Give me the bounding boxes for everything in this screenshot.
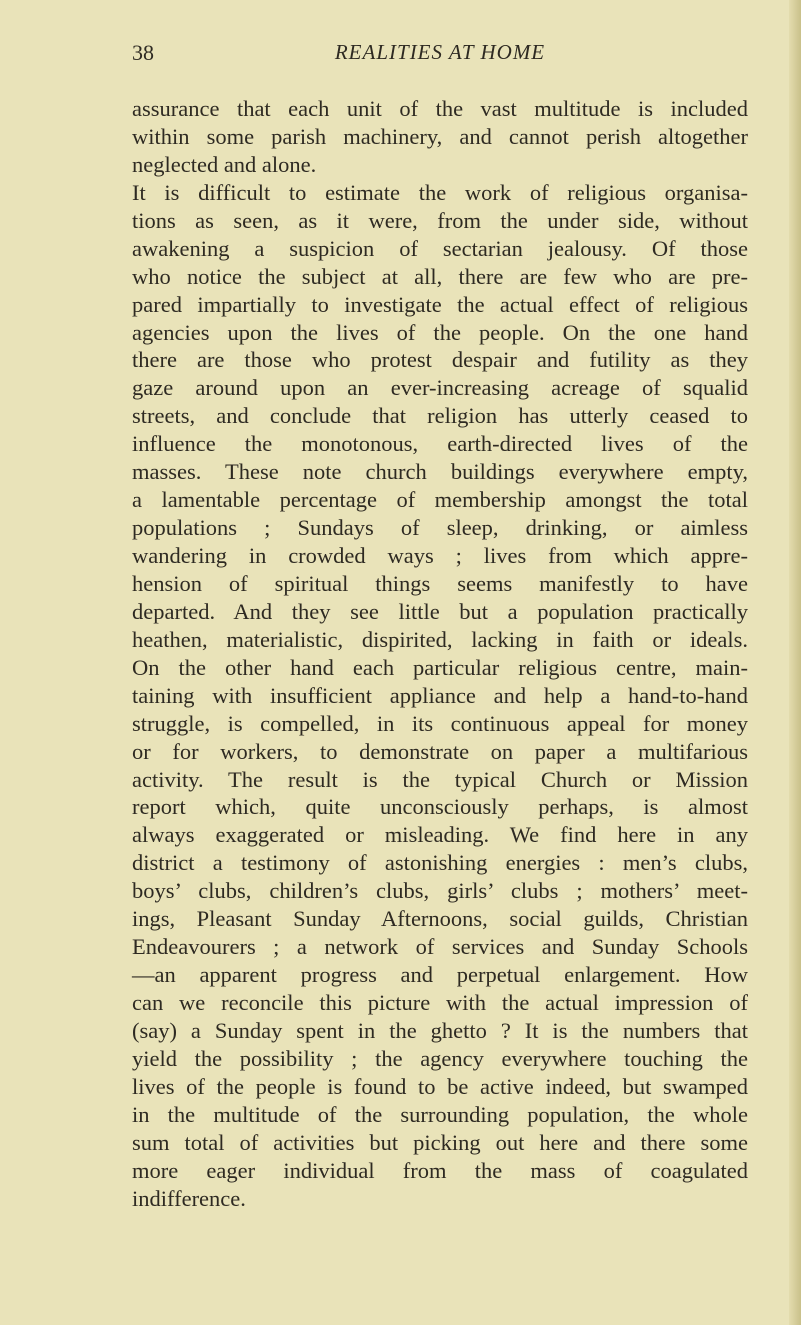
text-line: hension of spiritual things seems manifestly to have (132, 570, 748, 596)
page-number: 38 (132, 40, 154, 65)
page-edge-shadow (789, 0, 801, 1325)
text-line: yield the possibility ; the agency everywhere touching the (132, 1045, 748, 1071)
text-line: (say) a Sunday spent in the ghetto ? It is the numbers that (132, 1017, 748, 1043)
text-line: departed. And they see little but a population practically (132, 598, 748, 624)
text-line: sum total of activities but picking out here and there some (132, 1129, 748, 1155)
text-line: Endeavourers ; a network of services and Sunday Schools (132, 934, 748, 960)
text-line: wandering in crowded ways ; lives from which appre- (132, 543, 748, 568)
text-line: boys’ clubs, children’s clubs, girls’ clubs ; mothers’ meet- (132, 878, 748, 904)
text-line: agencies upon the lives of the people. On the one hand (132, 319, 748, 345)
text-line: —an apparent progress and perpetual enlargement. How (132, 962, 748, 988)
page-header (132, 40, 748, 70)
text-line: activity. The result is the typical Church or Mission (132, 766, 748, 792)
text-line: pared impartially to investigate the actual effect of religious (132, 291, 748, 317)
text-line: can we reconcile this picture with the actual impression of (132, 990, 748, 1015)
text-line: masses. These note church buildings everywhere empty, (132, 459, 748, 485)
text-line: ings, Pleasant Sunday Afternoons, social guilds, Christian (132, 906, 748, 932)
text-line: there are those who protest despair and futility as they (132, 347, 748, 373)
text-line: taining with insufficient appliance and help a hand-to-hand (132, 682, 748, 708)
text-line: It is difficult to estimate the work of religious organisa- (132, 179, 748, 205)
text-line: gaze around upon an ever-increasing acreage of squalid (132, 375, 748, 401)
text-line: report which, quite unconsciously perhaps, is almost (132, 794, 748, 820)
text-line: On the other hand each particular religious centre, main- (132, 654, 748, 680)
text-line: in the multitude of the surrounding population, the whole (132, 1101, 748, 1127)
text-line: heathen, materialistic, dispirited, lacking in faith or ideals. (132, 626, 748, 652)
text-line: always exaggerated or misleading. We find here in any (132, 822, 748, 848)
text-line: struggle, is compelled, in its continuous appeal for money (132, 710, 748, 736)
text-line: lives of the people is found to be active indeed, but swamped (132, 1073, 748, 1099)
text-line: indifference. (132, 1185, 246, 1211)
text-line: neglected and alone. (132, 151, 317, 177)
text-line: tions as seen, as it were, from the under side, without (132, 207, 748, 233)
text-line: streets, and conclude that religion has utterly ceased to (132, 403, 748, 429)
text-line: assurance that each unit of the vast multitude is included (132, 96, 748, 121)
text-line: or for workers, to demonstrate on paper a multifarious (132, 738, 748, 764)
text-line: within some parish machinery, and cannot perish altogether (132, 123, 748, 149)
running-title: REALITIES AT HOME (334, 40, 546, 64)
text-line: a lamentable percentage of membership amongst the total (132, 487, 748, 513)
text-line: district a testimony of astonishing energies : men’s clubs, (132, 850, 748, 876)
text-line: populations ; Sundays of sleep, drinking, or aimless (132, 515, 748, 541)
body-text (132, 95, 748, 1213)
text-line: awakening a suspicion of sectarian jealousy. Of those (132, 235, 748, 261)
text-line: more eager individual from the mass of coagulated (132, 1157, 748, 1183)
text-line: influence the monotonous, earth-directed lives of the (132, 431, 748, 457)
text-line: who notice the subject at all, there are few who are pre- (132, 263, 748, 289)
